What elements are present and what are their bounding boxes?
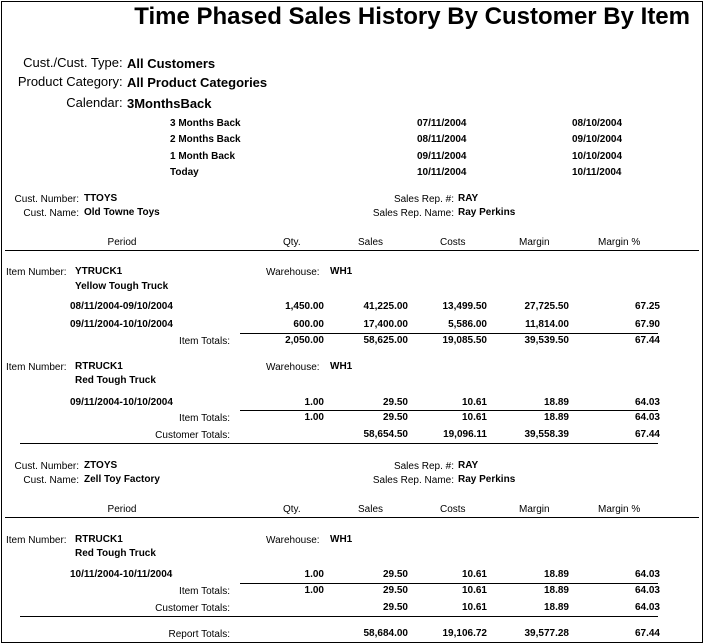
warehouse-label: Warehouse: — [266, 267, 320, 278]
col-margin-pct: Margin % — [598, 237, 641, 248]
customer-total-margin: 18.89 — [543, 602, 569, 613]
row-period: 10/11/2004-10/11/2004 — [70, 569, 173, 580]
row-margin-pct: 64.03 — [634, 397, 660, 408]
cust-number: ZTOYS — [84, 460, 118, 471]
row-qty: 1,450.00 — [285, 301, 324, 312]
cust-name: Old Towne Toys — [84, 207, 160, 218]
cust-number-label: Cust. Number: — [14, 461, 79, 472]
report-total-costs: 19,106.72 — [442, 628, 487, 639]
customer-rule — [20, 616, 658, 617]
calendar-label: Calendar — [66, 95, 119, 110]
header-rule — [5, 517, 699, 518]
salesrep-num: RAY — [458, 460, 479, 471]
period-name: 1 Month Back — [170, 151, 236, 162]
header-rule — [5, 250, 699, 251]
item-description: Red Tough Truck — [75, 375, 156, 386]
item-number-label: Item Number: — [6, 535, 67, 546]
cust-name: Zell Toy Factory — [84, 474, 160, 485]
row-margin-pct: 64.03 — [634, 569, 660, 580]
row-qty: 1.00 — [304, 569, 324, 580]
cust-name-label: Cust. Name: — [23, 475, 79, 486]
item-number: RTRUCK1 — [75, 534, 123, 545]
report-totals-label: Report Totals: — [168, 629, 230, 640]
period-end: 10/10/2004 — [572, 151, 623, 162]
item-number-label: Item Number: — [6, 362, 67, 373]
customer-rule — [20, 443, 658, 444]
customer-total-sales: 29.50 — [382, 602, 408, 613]
row-margin: 18.89 — [543, 397, 569, 408]
period-name: 2 Months Back — [170, 134, 241, 145]
salesrep-name-label: Sales Rep. Name: — [372, 475, 454, 486]
item-description: Yellow Tough Truck — [75, 281, 169, 292]
product-category-label: Product Category — [17, 74, 119, 89]
item-totals-label: Item Totals: — [179, 586, 230, 597]
item-number-label: Item Number: — [6, 267, 67, 278]
customer-total-margin-pct: 67.44 — [634, 429, 660, 440]
item-total-costs: 10.61 — [461, 585, 487, 596]
item-total-margin: 18.89 — [543, 412, 569, 423]
item-total-costs: 10.61 — [461, 412, 487, 423]
row-margin: 27,725.50 — [524, 301, 569, 312]
row-margin-pct: 67.25 — [634, 301, 660, 312]
col-sales: Sales — [358, 237, 384, 248]
customer-totals-label: Customer Totals: — [155, 430, 230, 441]
warehouse: WH1 — [330, 361, 353, 372]
col-period: Period — [107, 504, 137, 515]
customer-total-costs: 10.61 — [461, 602, 487, 613]
customer-total-margin: 39,558.39 — [524, 429, 569, 440]
product-category-value: All Product Categories — [127, 75, 268, 90]
row-period: 09/11/2004-10/10/2004 — [70, 397, 173, 408]
row-costs: 10.61 — [461, 397, 487, 408]
row-period: 09/11/2004-10/10/2004 — [70, 319, 173, 330]
period-end: 09/10/2004 — [572, 134, 623, 145]
row-period: 08/11/2004-09/10/2004 — [70, 301, 173, 312]
row-sales: 29.50 — [382, 397, 408, 408]
item-number: YTRUCK1 — [75, 266, 123, 277]
row-margin: 11,814.00 — [525, 319, 569, 330]
warehouse-label: Warehouse: — [266, 362, 320, 373]
item-total-margin-pct: 64.03 — [634, 412, 660, 423]
totals-rule — [240, 410, 658, 411]
item-totals-label: Item Totals: — [179, 413, 230, 424]
item-totals-label: Item Totals: — [179, 336, 230, 347]
row-sales: 17,400.00 — [363, 319, 408, 330]
col-costs: Costs — [440, 504, 466, 515]
totals-rule — [240, 583, 658, 584]
item-total-sales: 29.50 — [382, 585, 408, 596]
row-costs: 5,586.00 — [448, 319, 487, 330]
cust-type-label: Cust./Cust. Type — [23, 55, 119, 70]
item-description: Red Tough Truck — [75, 548, 156, 559]
customer-total-sales: 58,654.50 — [363, 429, 408, 440]
item-total-qty: 1.00 — [304, 412, 324, 423]
col-qty: Qty. — [283, 504, 301, 515]
row-margin: 18.89 — [543, 569, 569, 580]
col-costs: Costs — [440, 237, 466, 248]
period-start: 10/11/2004 — [417, 167, 467, 178]
item-total-margin: 18.89 — [543, 585, 569, 596]
warehouse: WH1 — [330, 266, 353, 277]
item-total-margin-pct: 64.03 — [634, 585, 660, 596]
row-qty: 600.00 — [293, 319, 324, 330]
warehouse: WH1 — [330, 534, 353, 545]
row-sales: 29.50 — [382, 569, 408, 580]
salesrep-num-label: Sales Rep. #: — [393, 461, 454, 472]
cust-name-label: Cust. Name: — [23, 208, 79, 219]
salesrep-name: Ray Perkins — [458, 474, 516, 485]
col-margin: Margin — [519, 237, 550, 248]
item-total-qty: 1.00 — [304, 585, 324, 596]
customer-total-margin-pct: 64.03 — [634, 602, 660, 613]
customer-total-costs: 19,096.11 — [443, 429, 487, 440]
period-start: 07/11/2004 — [417, 118, 467, 129]
item-total-sales: 58,625.00 — [363, 335, 408, 346]
item-number: RTRUCK1 — [75, 361, 123, 372]
cust-type-value: All Customers — [127, 56, 216, 71]
col-margin: Margin — [519, 504, 550, 515]
customer-totals-label: Customer Totals: — [155, 603, 230, 614]
report-title: Time Phased Sales History By Customer By Item — [134, 3, 690, 30]
period-start: 09/11/2004 — [417, 151, 467, 162]
report-total-margin-pct: 67.44 — [634, 628, 660, 639]
salesrep-num: RAY — [458, 193, 479, 204]
item-total-margin: 39,539.50 — [524, 335, 569, 346]
report-total-margin: 39,577.28 — [524, 628, 569, 639]
row-qty: 1.00 — [304, 397, 324, 408]
col-sales: Sales — [358, 504, 384, 515]
period-start: 08/11/2004 — [417, 134, 467, 145]
row-costs: 13,499.50 — [442, 301, 487, 312]
period-end: 08/10/2004 — [572, 118, 623, 129]
col-qty: Qty. — [283, 237, 301, 248]
period-end: 10/11/2004 — [572, 167, 622, 178]
salesrep-name-label: Sales Rep. Name: — [372, 208, 454, 219]
row-costs: 10.61 — [461, 569, 487, 580]
period-name: 3 Months Back — [170, 118, 241, 129]
salesrep-num-label: Sales Rep. #: — [393, 194, 454, 205]
cust-number-label: Cust. Number: — [14, 194, 79, 205]
period-name: Today — [170, 167, 199, 178]
col-period: Period — [107, 237, 137, 248]
item-total-costs: 19,085.50 — [442, 335, 487, 346]
row-margin-pct: 67.90 — [634, 319, 660, 330]
item-total-sales: 29.50 — [382, 412, 408, 423]
report-total-sales: 58,684.00 — [363, 628, 408, 639]
warehouse-label: Warehouse: — [266, 535, 320, 546]
totals-rule — [240, 333, 658, 334]
item-total-qty: 2,050.00 — [285, 335, 324, 346]
col-margin-pct: Margin % — [598, 504, 641, 515]
salesrep-name: Ray Perkins — [458, 207, 516, 218]
row-sales: 41,225.00 — [363, 301, 408, 312]
calendar-value: 3MonthsBack — [127, 96, 212, 111]
item-total-margin-pct: 67.44 — [634, 335, 660, 346]
cust-number: TTOYS — [84, 193, 118, 204]
